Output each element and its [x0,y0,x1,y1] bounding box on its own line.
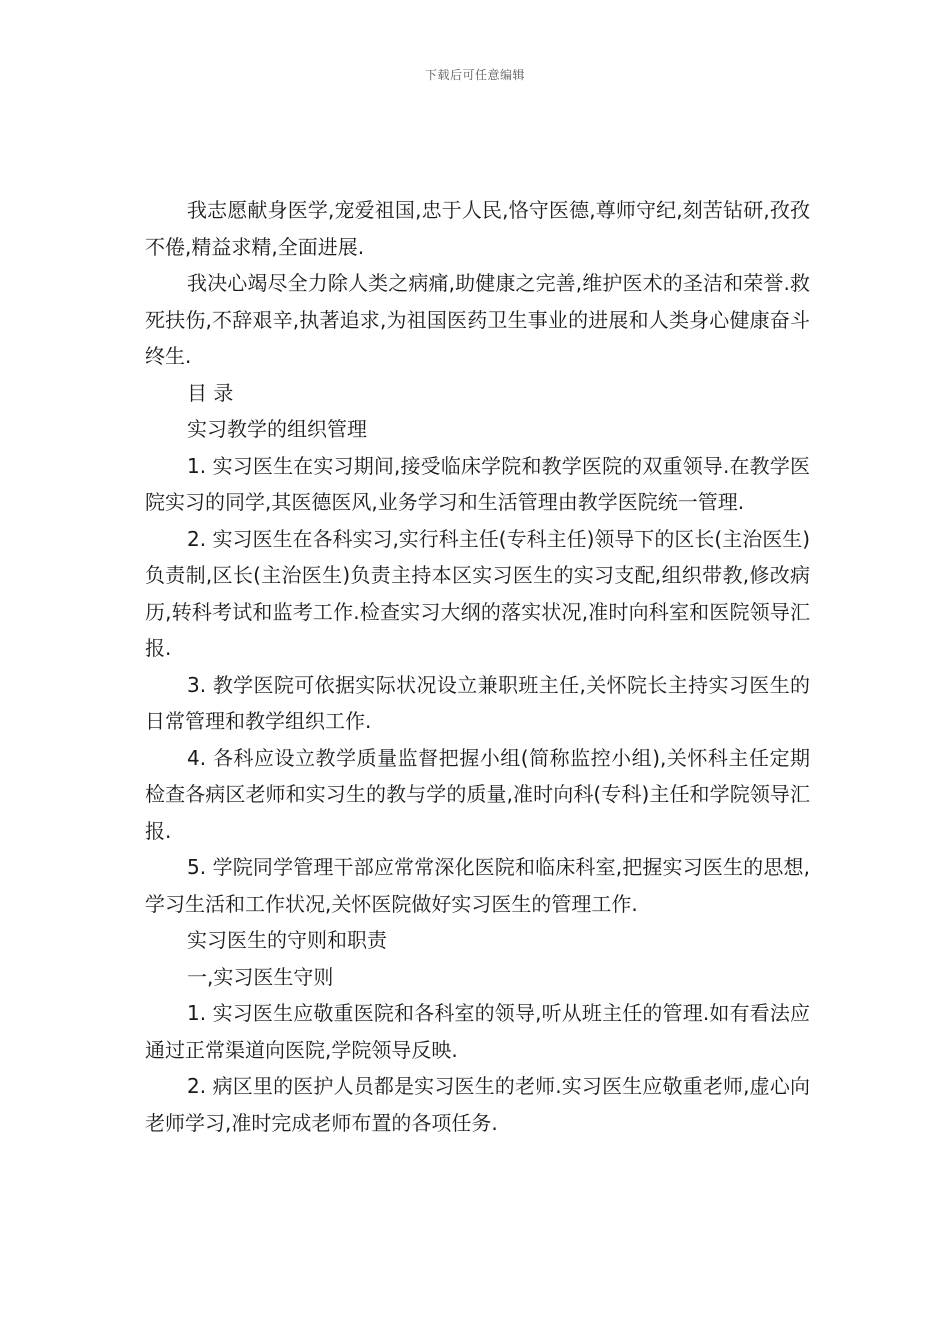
section-heading-rules: 实习医生的守则和职责 [187,928,387,952]
paragraph-item-5: 5. 学院同学管理干部应常常深化医院和临床科室,把握实习医生的思想,学习生活和工作状况,关怀医院做好实习医生的管理工作. [145,855,810,916]
paragraph-item-2: 2. 实习医生在各科实习,实行科主任(专科主任)领导下的区长(主治医生)负责制,区长(主治医生)负责主持本区实习医生的实习支配,组织带教,修改病历,转科考试和监考工作.检查实习大纲的落实状况,准时向科室和医院领导汇报. [145,526,811,660]
paragraph-item-4: 4. 各科应设立教学质量监督把握小组(简称监控小组),关怀科主任定期检查各病区老师和实习生的教与学的质量,准时向科(专科)主任和学院领导汇报. [145,745,810,843]
paragraph-oath-2: 我决心竭尽全力除人类之病痛,助健康之完善,维护医术的圣洁和荣誉.救死扶伤,不辞艰辛,执著追求,为祖国医药卫生事业的进展和人类身心健康奋斗终生. [145,271,810,368]
paragraph-rule-2: 2. 病区里的医护人员都是实习医生的老师.实习医生应敬重老师,虚心向老师学习,准时完成老师布置的各项任务. [145,1074,810,1135]
paragraph-item-3: 3. 教学医院可依据实际状况设立兼职班主任,关怀院长主持实习医生的日常管理和教学组织工作. [145,672,810,733]
page-header: 下载后可任意编辑 [424,68,525,82]
section-heading-organization: 实习教学的组织管理 [187,417,367,441]
document-body [145,192,810,1141]
subsection-heading-rules: 一,实习医生守则 [187,964,334,989]
paragraph-item-1: 1. 实习医生在实习期间,接受临床学院和教学医院的双重领导.在教学医院实习的同学,其医德医风,业务学习和生活管理由教学医院统一管理. [145,453,810,514]
paragraph-oath-1: 我志愿献身医学,宠爱祖国,忠于人民,恪守医德,尊师守纪,刻苦钻研,孜孜不倦,精益求精,全面进展. [145,198,810,259]
paragraph-rule-1: 1. 实习医生应敬重医院和各科室的领导,听从班主任的管理.如有看法应通过正常渠道向医院,学院领导反映. [145,1001,810,1062]
toc-heading: 目 录 [187,380,234,405]
